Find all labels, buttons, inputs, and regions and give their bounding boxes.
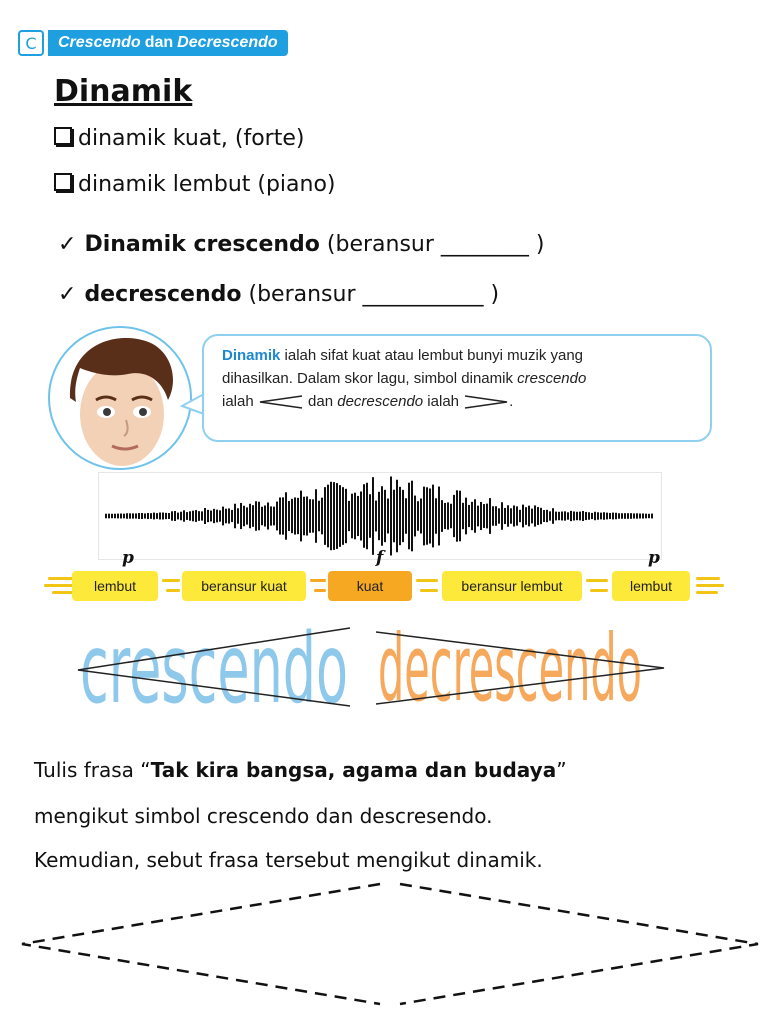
option-label: dinamik lembut (piano) [78, 172, 336, 197]
exercise-line-1 [34, 758, 567, 782]
fill-blank[interactable]: (beransur ___________ ) [241, 282, 500, 307]
dash-decoration [48, 577, 74, 580]
dash-decoration [696, 591, 718, 594]
label-lembut: lembut [612, 571, 690, 601]
exercise-phrase: Tak kira bangsa, agama dan budaya [150, 758, 557, 782]
bubble-text: crescendo [517, 370, 587, 387]
decrescendo-symbol-icon [463, 395, 509, 409]
dash-decoration [314, 589, 326, 592]
dashed-hairpin-diagram [0, 880, 768, 1010]
section-title [48, 30, 288, 56]
term-decrescendo: decrescendo [84, 282, 242, 307]
dash-decoration [696, 577, 720, 580]
dynamic-marker-piano: p [122, 548, 134, 568]
label-lembut: lembut [72, 571, 158, 601]
dash-decoration [166, 589, 180, 592]
dash-decoration [590, 589, 608, 592]
title-crescendo: Crescendo [58, 34, 141, 51]
section-letter: C [18, 30, 44, 56]
exercise-line-2: mengikut simbol crescendo dan descresendo. [34, 804, 493, 828]
checkmark-icon: ✓ [58, 282, 77, 307]
boy-avatar [48, 326, 192, 470]
decrescendo-word: decrescendo [378, 615, 642, 716]
bubble-text: decrescendo [337, 393, 424, 410]
dash-decoration [162, 579, 180, 582]
dynamics-strip [44, 571, 724, 601]
title-decrescendo: Decrescendo [177, 34, 278, 51]
bubble-text: ialah [423, 393, 464, 410]
speech-bubble [202, 334, 712, 442]
checkbox-icon[interactable] [54, 127, 72, 145]
option-forte[interactable] [54, 126, 304, 151]
bubble-text: ialah sifat kuat atau lembut bunyi muzik yang [280, 347, 584, 364]
title-dan: dan [144, 34, 174, 51]
exercise-line-3: Kemudian, sebut frasa tersebut mengikut dinamik. [34, 848, 543, 872]
decrescendo-dashed-icon [400, 884, 758, 1004]
check-crescendo [58, 232, 544, 257]
crescendo-word: crescendo [80, 613, 348, 716]
dynamic-marker-piano: p [648, 548, 660, 568]
boy-face-icon [50, 328, 190, 468]
bubble-text: dihasilkan. Dalam skor lagu, simbol dinamik [222, 370, 518, 387]
crescendo-dashed-icon [22, 884, 380, 1004]
bubble-text: dan [303, 393, 338, 410]
bubble-text: ialah [222, 393, 258, 410]
label-beransur-lembut: beransur lembut [442, 571, 582, 601]
checkmark-icon: ✓ [58, 232, 77, 257]
waveform-image [98, 472, 662, 560]
dash-decoration [696, 584, 724, 587]
exercise-text: ” [556, 758, 567, 782]
crescendo-symbol-icon [258, 395, 304, 409]
dash-decoration [52, 591, 74, 594]
dash-decoration [416, 579, 438, 582]
dash-decoration [310, 579, 326, 582]
dash-decoration [44, 584, 74, 587]
dash-decoration [420, 589, 438, 592]
dash-decoration [586, 579, 608, 582]
crescendo-decrescendo-art [60, 606, 680, 716]
exercise-text: Tulis frasa “ [34, 758, 151, 782]
dynamic-marker-forte: f [376, 548, 384, 568]
section-badge [18, 30, 288, 56]
term-crescendo: Dinamik crescendo [84, 232, 320, 257]
fill-blank[interactable]: (beransur ________ ) [319, 232, 545, 257]
checkbox-icon[interactable] [54, 173, 72, 191]
label-beransur-kuat: beransur kuat [182, 571, 306, 601]
bubble-text: . [509, 393, 514, 410]
page-title: Dinamik [54, 74, 193, 109]
label-kuat: kuat [328, 571, 412, 601]
bubble-keyword: Dinamik [222, 347, 281, 364]
check-decrescendo [58, 282, 499, 307]
option-label: dinamik kuat, (forte) [78, 126, 305, 151]
option-piano[interactable] [54, 172, 336, 197]
